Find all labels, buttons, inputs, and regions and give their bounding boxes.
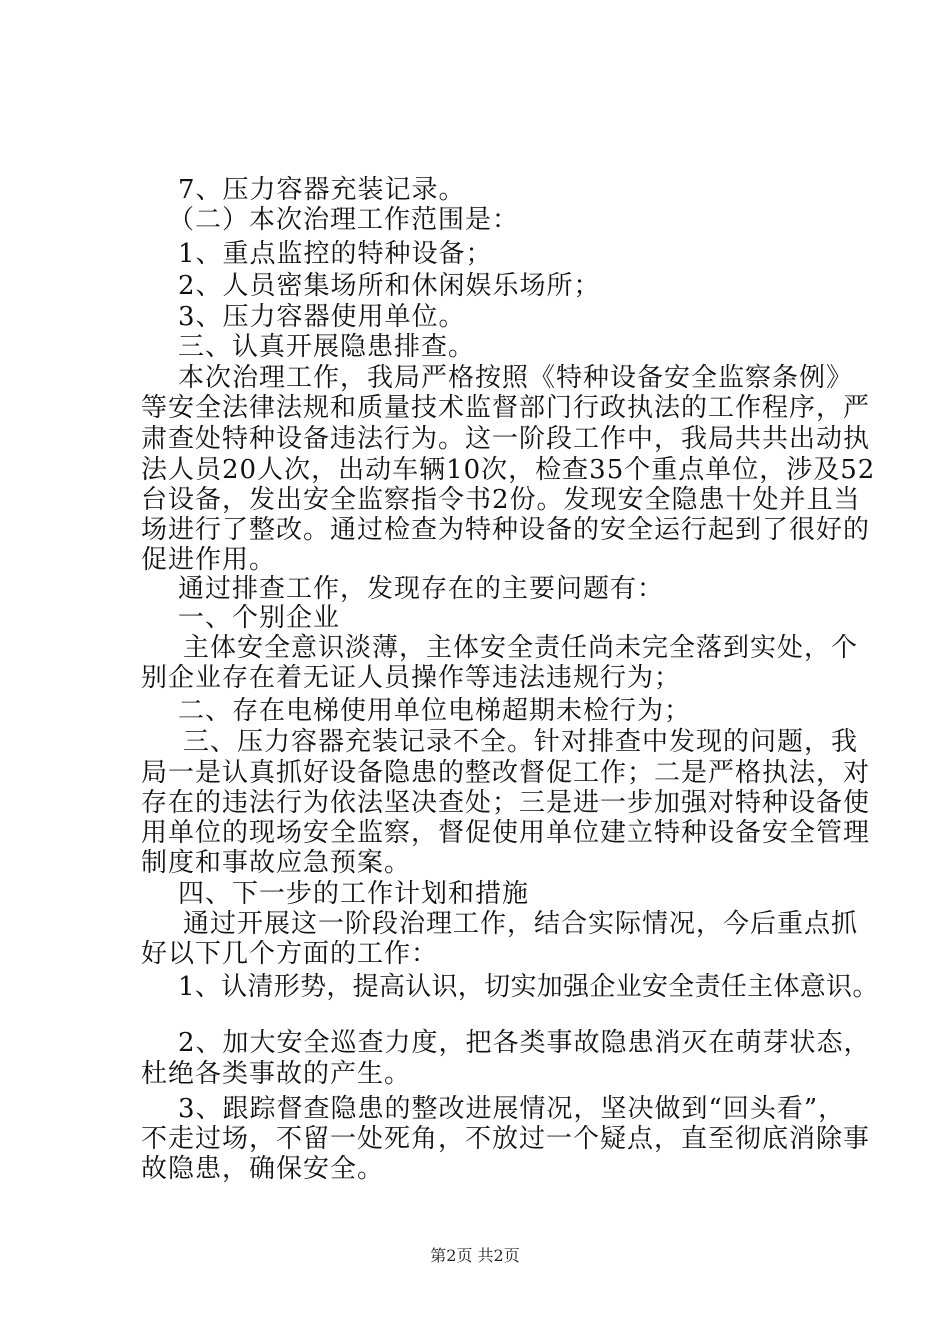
section-heading: 四、下一步的工作计划和措施 <box>178 879 530 909</box>
text-line: 本次治理工作，我局严格按照《特种设备安全监察条例》 <box>178 363 854 393</box>
section-heading: 三、认真开展隐患排查。 <box>178 332 476 362</box>
text-line: 二、存在电梯使用单位电梯超期未检行为； <box>178 696 692 726</box>
text-line: 1、重点监控的特种设备； <box>178 239 493 269</box>
text-line: 促进作用。 <box>141 545 277 575</box>
text-line: 用单位的现场安全监察，督促使用单位建立特种设备安全管理 <box>141 818 871 848</box>
text-line: 一、个别企业 <box>178 603 341 633</box>
text-line: 肃查处特种设备违法行为。这一阶段工作中，我局共共出动执 <box>141 424 871 454</box>
text-line: 杜绝各类事故的产生。 <box>141 1059 412 1089</box>
text-line: 场进行了整改。通过检查为特种设备的安全运行起到了很好的 <box>141 515 871 545</box>
text-line: 法人员20人次，出动车辆10次，检查35个重点单位，涉及52 <box>141 455 876 485</box>
text-line: 3、跟踪督查隐患的整改进展情况，坚决做到“回头看”， <box>178 1094 846 1124</box>
text-line: 2、加大安全巡查力度，把各类事故隐患消灭在萌芽状态， <box>178 1028 871 1058</box>
text-line: 局一是认真抓好设备隐患的整改督促工作；二是严格执法，对 <box>141 758 871 788</box>
text-line: 别企业存在着无证人员操作等违法违规行为； <box>141 663 682 693</box>
text-line: 3、压力容器使用单位。 <box>178 302 466 332</box>
text-line: 制度和事故应急预案。 <box>141 848 412 878</box>
text-line: （二）本次治理工作范围是： <box>168 205 520 235</box>
text-line: 1、认清形势，提高认识，切实加强企业安全责任主体意识。 <box>178 972 879 1002</box>
text-line: 通过排查工作，发现存在的主要问题有： <box>178 574 665 604</box>
text-line: 通过开展这一阶段治理工作，结合实际情况，今后重点抓 <box>183 909 859 939</box>
text-line: 主体安全意识淡薄，主体安全责任尚未完全落到实处，个 <box>183 633 859 663</box>
text-line: 2、人员密集场所和休闲娱乐场所； <box>178 271 601 301</box>
text-line: 等安全法律法规和质量技术监督部门行政执法的工作程序，严 <box>141 393 871 423</box>
text-line: 存在的违法行为依法坚决查处；三是进一步加强对特种设备使 <box>141 788 871 818</box>
text-line: 不走过场，不留一处死角，不放过一个疑点，直至彻底消除事 <box>141 1124 871 1154</box>
text-line: 好以下几个方面的工作： <box>141 939 439 969</box>
text-line: 三、压力容器充装记录不全。针对排查中发现的问题，我 <box>183 727 859 757</box>
text-line: 7、压力容器充装记录。 <box>178 175 466 205</box>
text-line: 台设备，发出安全监察指令书2份。发现安全隐患十处并且当 <box>141 485 861 515</box>
text-line: 故隐患，确保安全。 <box>141 1154 385 1184</box>
page-number-footer: 第2页 共2页 <box>430 1246 520 1265</box>
